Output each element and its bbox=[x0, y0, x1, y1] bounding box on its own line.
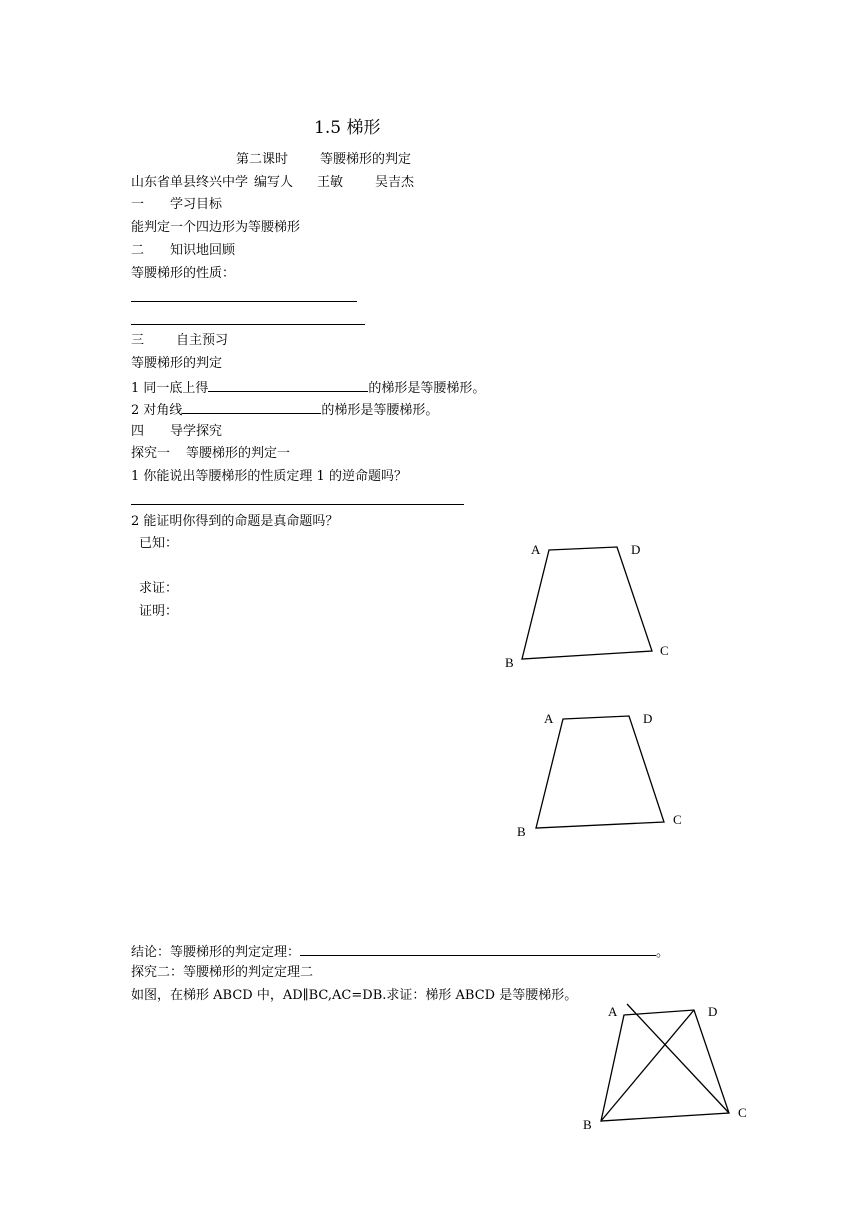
section-1-number: 一 bbox=[131, 197, 145, 212]
fig3-label-c: C bbox=[738, 1105, 747, 1120]
fig3-label-a: A bbox=[608, 1004, 618, 1019]
fig1-label-d: D bbox=[631, 542, 641, 557]
fig1-label-c: C bbox=[660, 643, 669, 658]
author-label: 编写人 bbox=[254, 175, 294, 190]
author-name-1: 王敏 bbox=[317, 175, 344, 190]
page-title: 1.5 梯形 bbox=[314, 118, 381, 138]
section-3-title: 自主预习 bbox=[176, 333, 229, 348]
diagonal-ac bbox=[627, 1004, 729, 1113]
explore-1-label: 探究一 bbox=[131, 446, 171, 461]
section-1-content: 能判定一个四边形为等腰梯形 bbox=[131, 220, 301, 235]
section-1-title: 学习目标 bbox=[170, 197, 223, 212]
trapezoid-1-shape bbox=[522, 547, 652, 659]
explore-2-title: 探究二：等腰梯形的判定定理二 bbox=[131, 965, 314, 980]
author-school: 山东省单县终兴中学 bbox=[131, 175, 249, 190]
section-2-content: 等腰梯形的性质： bbox=[131, 266, 236, 281]
preview-item-1-prefix: 1 同一底上得 bbox=[131, 381, 209, 396]
section-3-subtitle: 等腰梯形的判定 bbox=[131, 356, 223, 371]
fig2-label-d: D bbox=[643, 711, 653, 726]
blank-conclusion[interactable] bbox=[300, 943, 656, 956]
preview-item-2-suffix: 的梯形是等腰梯形。 bbox=[321, 403, 439, 418]
lesson-number: 第二课时 bbox=[236, 152, 289, 167]
lesson-topic: 等腰梯形的判定 bbox=[320, 152, 412, 167]
trapezoid-2-shape bbox=[536, 716, 664, 828]
conclusion-prefix: 结论：等腰梯形的判定定理： bbox=[131, 945, 301, 960]
fig2-label-c: C bbox=[673, 812, 682, 827]
section-3-number: 三 bbox=[131, 333, 145, 348]
conclusion-suffix: 。 bbox=[656, 945, 670, 960]
preview-item-1-suffix: 的梯形是等腰梯形。 bbox=[368, 381, 486, 396]
fig2-label-a: A bbox=[544, 711, 554, 726]
explore-2-problem: 如图，在梯形 ABCD 中，AD∥BC,AC=DB.求证：梯形 ABCD 是等腰梯形。 bbox=[131, 988, 578, 1003]
explore-1-topic: 等腰梯形的判定一 bbox=[186, 446, 291, 461]
author-name-2: 吴吉杰 bbox=[375, 175, 415, 190]
fig3-label-d: D bbox=[708, 1004, 718, 1019]
fig1-label-b: B bbox=[505, 655, 514, 670]
fig3-label-b: B bbox=[583, 1117, 592, 1132]
known-label: 已知： bbox=[139, 536, 179, 551]
question-1: 1 你能说出等腰梯形的性质定理 1 的逆命题吗？ bbox=[131, 469, 407, 484]
trapezoid-3-shape bbox=[601, 1010, 729, 1121]
fig1-label-a: A bbox=[531, 542, 541, 557]
section-2-number: 二 bbox=[131, 243, 145, 258]
prove-label: 求证： bbox=[139, 581, 179, 596]
question-2: 2 能证明你得到的命题是真命题吗？ bbox=[131, 514, 339, 529]
preview-item-2-prefix: 2 对角线 bbox=[131, 403, 183, 418]
proof-label: 证明： bbox=[139, 604, 179, 619]
conclusion-line bbox=[131, 943, 669, 961]
fig2-label-b: B bbox=[517, 824, 526, 839]
section-4-title: 导学探究 bbox=[170, 424, 223, 439]
section-2-title: 知识地回顾 bbox=[170, 243, 236, 258]
section-4-number: 四 bbox=[131, 424, 145, 439]
